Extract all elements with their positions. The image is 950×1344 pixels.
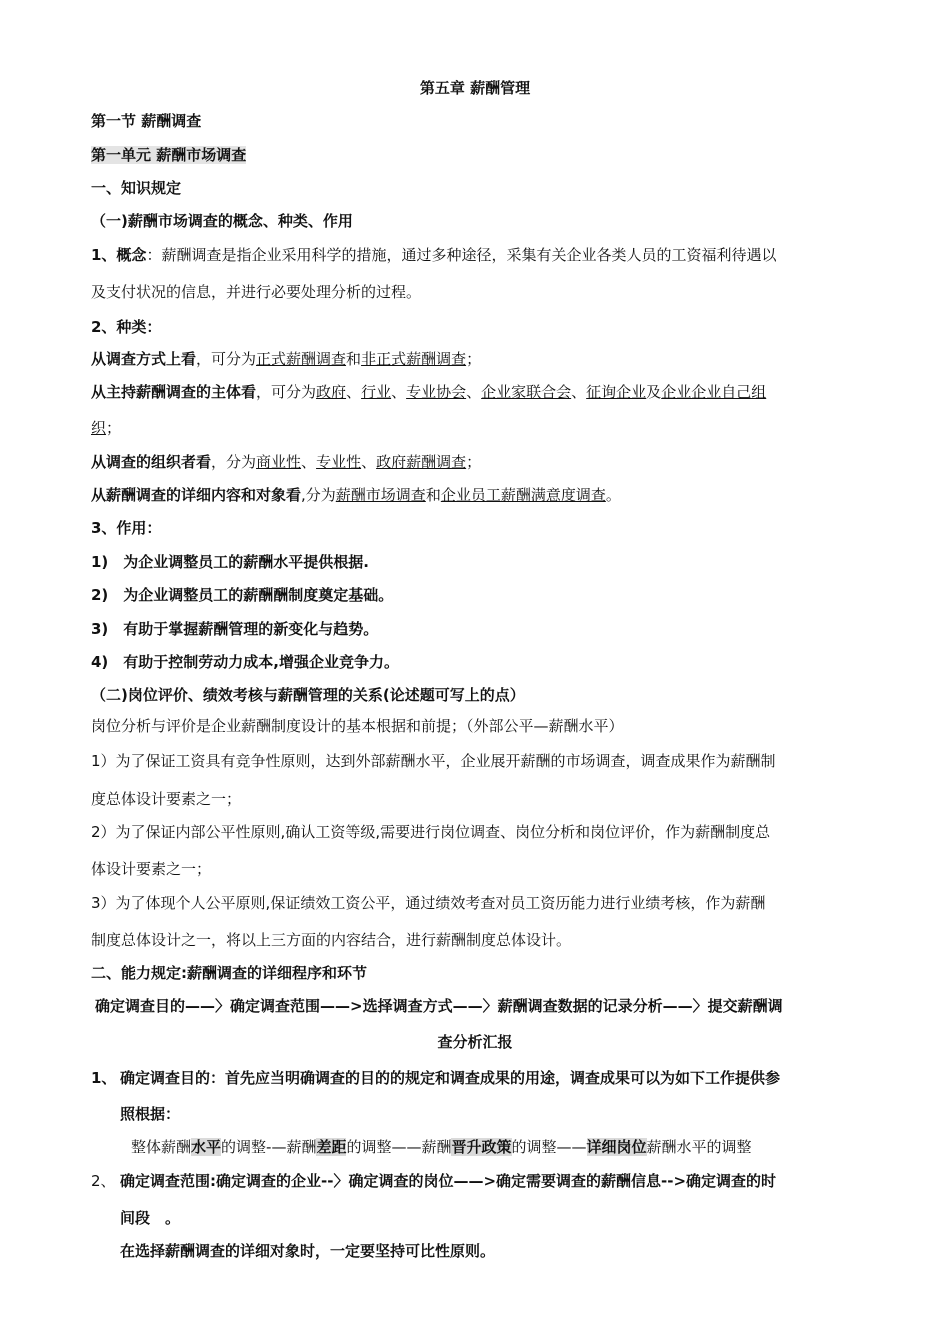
type-line-host-cont xyxy=(91,418,121,438)
sequence-text: 的调整——薪酬 xyxy=(346,1138,452,1156)
concept-label: 1、概念 xyxy=(91,246,147,264)
type-end: 。 xyxy=(605,486,621,504)
keyword-level: 水平 xyxy=(191,1138,222,1156)
concept-line1 xyxy=(91,245,776,265)
organizer-commercial: 商业性 xyxy=(256,453,302,471)
effect-item: 1) 为企业调整员工的薪酬水平提供根据. xyxy=(91,553,369,571)
para1-line1: 1）为了保证工资具有竞争性原则，达到外部薪酬水平，企业展开薪酬的市场调查，调查成果作为薪酬制 xyxy=(91,752,776,770)
separator: 、 xyxy=(301,453,317,471)
type-organizer-mid: ，分为 xyxy=(211,453,257,471)
host-self-cont: 织 xyxy=(91,419,107,437)
concept-line2: 及支付状况的信息，并进行必要处理分析的过程。 xyxy=(91,283,422,301)
type-content-lead: 从薪酬调查的详细内容和对象看 xyxy=(91,486,302,504)
host-entrepreneur-union: 企业家联合会 xyxy=(481,383,572,401)
keyword-gap: 差距 xyxy=(316,1138,347,1156)
flow-line1: 确定调查目的——〉确定调查范围——>选择调查方式——〉薪酬调查数据的记录分析——〉提交薪酬调 xyxy=(95,997,783,1015)
type-method-lead: 从调查方式上看 xyxy=(91,350,197,368)
sequence-text: 的调整—— xyxy=(511,1138,587,1156)
step2-number: 2、 xyxy=(91,1172,116,1190)
host-government: 政府 xyxy=(316,383,347,401)
para-intro: 岗位分析与评价是企业薪酬制度设计的基本根据和前提；（外部公平—薪酬水平） xyxy=(91,717,624,735)
effect-item: 3) 有助于掌握薪酬管理的新变化与趋势。 xyxy=(91,620,379,638)
type-method-mid: ，可分为 xyxy=(196,350,257,368)
para1-line2: 度总体设计要素之一； xyxy=(91,790,242,808)
para2-line2: 体设计要素之一； xyxy=(91,860,212,878)
type-line-method xyxy=(91,349,481,369)
part2-heading: 二、能力规定:薪酬调查的详细程序和环节 xyxy=(91,964,368,982)
separator: 、 xyxy=(361,453,377,471)
types-label: 2、种类： xyxy=(91,318,162,336)
flow-line2: 查分析汇报 xyxy=(437,1033,513,1051)
sequence-text: 薪酬水平的调整 xyxy=(646,1138,752,1156)
type-formal: 正式薪酬调查 xyxy=(256,350,347,368)
step1-sequence xyxy=(131,1137,752,1157)
host-industry: 行业 xyxy=(361,383,392,401)
separator: 、 xyxy=(466,383,482,401)
para3-line2: 制度总体设计之一，将以上三方面的内容结合，进行薪酬制度总体设计。 xyxy=(91,931,572,949)
content-satisfaction: 企业员工薪酬满意度调查 xyxy=(440,486,606,504)
type-end: ； xyxy=(106,419,122,437)
subsection2-heading: （二)岗位评价、绩效考核与薪酬管理的关系(论述题可写上的点） xyxy=(91,686,525,704)
type-informal: 非正式薪酬调查 xyxy=(361,350,467,368)
effects-label: 3、作用： xyxy=(91,519,162,537)
content-market: 薪酬市场调查 xyxy=(335,486,426,504)
sequence-text: 整体薪酬 xyxy=(131,1138,192,1156)
para3-line1: 3）为了体现个人公平原则,保证绩效工资公平，通过绩效考查对员工资历能力进行业绩考核，作为薪酬 xyxy=(91,894,766,912)
step2-line3: 在选择薪酬调查的详细对象时，一定要坚持可比性原则。 xyxy=(120,1242,496,1260)
step2-line2: 间段 。 xyxy=(120,1209,181,1227)
effect-item: 4) 有助于控制劳动力成本,增强企业竞争力。 xyxy=(91,653,399,671)
effect-item: 2) 为企业调整员工的薪酬酬制度奠定基础。 xyxy=(91,586,394,604)
chapter-title: 第五章 薪酬管理 xyxy=(419,79,531,97)
type-and: 和 xyxy=(346,350,362,368)
section-heading: 第一节 薪酬调查 xyxy=(91,112,202,130)
type-end: ； xyxy=(466,350,482,368)
subsection1-heading: （一)薪酬市场调查的概念、种类、作用 xyxy=(91,212,353,230)
unit-heading xyxy=(91,145,246,165)
separator: 、 xyxy=(346,383,362,401)
separator: 、 xyxy=(391,383,407,401)
keyword-promotion: 晋升政策 xyxy=(451,1138,512,1156)
concept-colon: ： xyxy=(146,246,162,264)
host-consulting: 征询企业 xyxy=(586,383,647,401)
keyword-position: 详细岗位 xyxy=(586,1138,647,1156)
separator: 、 xyxy=(571,383,587,401)
type-content-mid: ,分为 xyxy=(301,486,336,504)
step1-number: 1、 xyxy=(91,1069,117,1087)
organizer-professional: 专业性 xyxy=(316,453,362,471)
concept-text1: 薪酬调查是指企业采用科学的措施，通过多种途径，采集有关企业各类人员的工资福利待遇以 xyxy=(161,246,777,264)
type-end: ； xyxy=(466,453,482,471)
organizer-government: 政府薪酬调查 xyxy=(376,453,467,471)
unit-heading-text: 第一单元 薪酬市场调查 xyxy=(91,146,247,164)
sequence-text: 的调整-—薪酬 xyxy=(221,1138,317,1156)
type-line-content xyxy=(91,485,621,505)
type-line-organizer xyxy=(91,452,481,472)
conjunction: 及 xyxy=(646,383,662,401)
type-host-lead: 从主持薪酬调查的主体看 xyxy=(91,383,257,401)
type-host-mid: ，可分为 xyxy=(256,383,317,401)
host-association: 专业协会 xyxy=(406,383,467,401)
type-line-host xyxy=(91,382,766,402)
host-self: 企业企业自己组 xyxy=(661,383,767,401)
para2-line1: 2）为了保证内部公平性原则,确认工资等级,需要进行岗位调查、岗位分析和岗位评价，作为薪酬制度总 xyxy=(91,823,771,841)
type-organizer-lead: 从调查的组织者看 xyxy=(91,453,212,471)
conjunction: 和 xyxy=(425,486,441,504)
part1-heading: 一、知识规定 xyxy=(91,179,182,197)
step1-line1: 确定调查目的：首先应当明确调查的目的的规定和调查成果的用途，调查成果可以为如下工作提供参 xyxy=(120,1069,781,1087)
step1-line2: 照根据： xyxy=(120,1105,181,1123)
step2-line1: 确定调查范围:确定调查的企业--〉确定调查的岗位——>确定需要调查的薪酬信息-->确定调查的时 xyxy=(120,1172,777,1190)
